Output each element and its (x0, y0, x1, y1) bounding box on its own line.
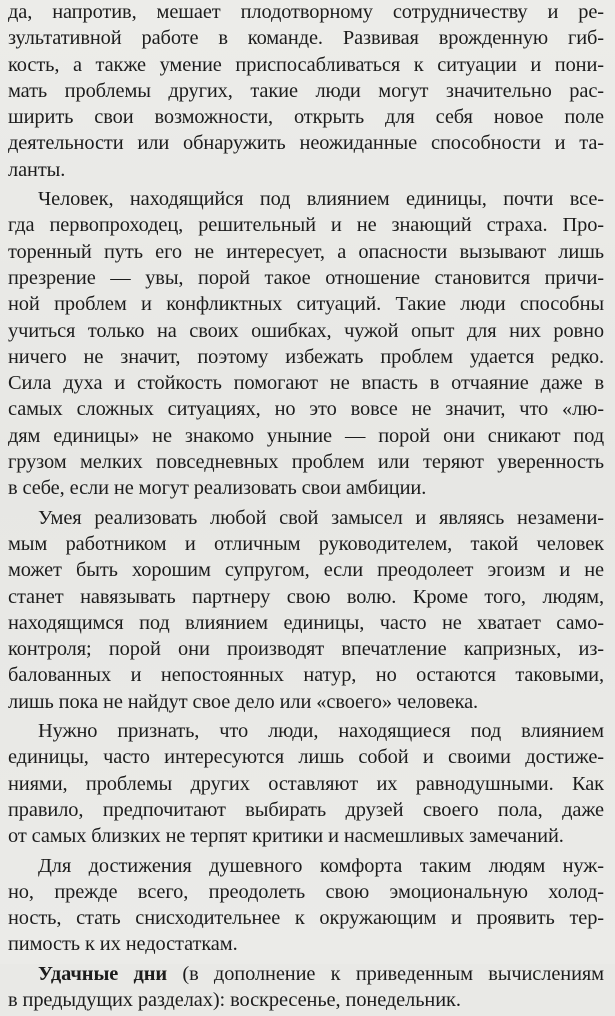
paragraph-5 (8, 853, 604, 958)
text-line: кость, а также умение приспосабливаться к ситуации и пони- (8, 53, 604, 76)
text-line: пимость к их недостаткам. (8, 933, 238, 956)
text-line: контроля; порой они производят впечатление капризных, из- (8, 638, 604, 661)
text-line: правило, предпочитают выбирать друзей своего пола, даже (8, 798, 604, 821)
text-line: гда первопроходец, решительный и не знающий страха. Про- (8, 214, 604, 237)
text-line: ничего не значит, поэтому избежать проблем удается редко. (8, 345, 604, 368)
text-line: единицы, часто интересуются лишь собой и своими достиже- (8, 746, 604, 769)
text-line: мым работником и отличным руководителем, такой человек (8, 532, 604, 555)
text-line: Нужно признать, что люди, находящиеся под влиянием (38, 720, 604, 743)
text-line: Для достижения душевного комфорта таким людям нуж- (38, 854, 604, 877)
text-line: дям единицы» не знакомо уныние — порой они сникают под (8, 424, 604, 447)
text-line: Человек, находящийся под влиянием единицы, почти все- (38, 188, 604, 211)
text-line: грузом мелких повседневных проблем или теряют уверенность (8, 451, 604, 474)
paragraph-3 (8, 505, 604, 715)
text-line: зультативной работе в команде. Развивая врожденную гиб- (8, 27, 604, 50)
paragraph-4 (8, 718, 604, 849)
text-line: самых сложных ситуациях, но это вовсе не значит, что «лю- (8, 398, 604, 421)
text-line: лишь пока не найдут свое дело или «своего» человека. (8, 690, 479, 713)
text-line: презрение — увы, порой такое отношение становится причи- (8, 266, 604, 289)
text-line: мать проблемы других, такие люди могут значительно рас- (8, 79, 604, 102)
text-line: находящимся под влиянием единицы, часто не хватает само- (8, 611, 604, 634)
text-line: Умея реализовать любой свой замысел и являясь незамени- (38, 506, 604, 529)
paragraph-1 (8, 0, 604, 183)
text-line (8, 961, 604, 987)
text-line: станет навязывать партнеру свою волю. Кроме того, людям, (8, 585, 604, 608)
text-line: от самых близких не терпят критики и насмешливых замечаний. (8, 825, 564, 848)
text-line: в предыдущих разделах): воскресенье, понедельник. (8, 988, 461, 1011)
text-line: в себе, если не могут реализовать свои амбиции. (8, 477, 427, 500)
lucky-days-text: (в дополнение к приведенным вычислениям (167, 962, 604, 985)
text-line: ланты. (8, 158, 66, 181)
paragraph-6 (8, 961, 604, 1014)
page-text (8, 0, 604, 1016)
text-line: ность, стать снисходительнее к окружающим и проявить тер- (8, 907, 604, 930)
text-line: торенный путь его не интересует, а опасности вызывают лишь (8, 240, 604, 263)
text-line: ширить свои возможности, открыть для себя новое поле (8, 106, 604, 129)
lucky-days-heading: Удачные дни (38, 962, 168, 985)
text-line: Сила духа и стойкость помогают не впасть в отчаяние даже в (8, 372, 604, 395)
text-line: ниями, проблемы других оставляют их равнодушными. Как (8, 772, 604, 795)
text-line: деятельности или обнаружить неожиданные способности и та- (8, 132, 604, 155)
text-line: может быть хорошим супругом, если преодолеет эгоизм и не (8, 559, 604, 582)
text-line: балованных и непостоянных натур, но остаются таковыми, (8, 664, 604, 687)
text-line: но, прежде всего, преодолеть свою эмоциональную холод- (8, 880, 604, 903)
text-line: ной проблем и конфликтных ситуаций. Такие люди способны (8, 293, 604, 316)
text-line: учиться только на своих ошибках, чужой опыт для них ровно (8, 319, 604, 342)
paragraph-2 (8, 186, 604, 502)
text-line: да, напротив, мешает плодотворному сотрудничеству и ре- (8, 1, 604, 23)
